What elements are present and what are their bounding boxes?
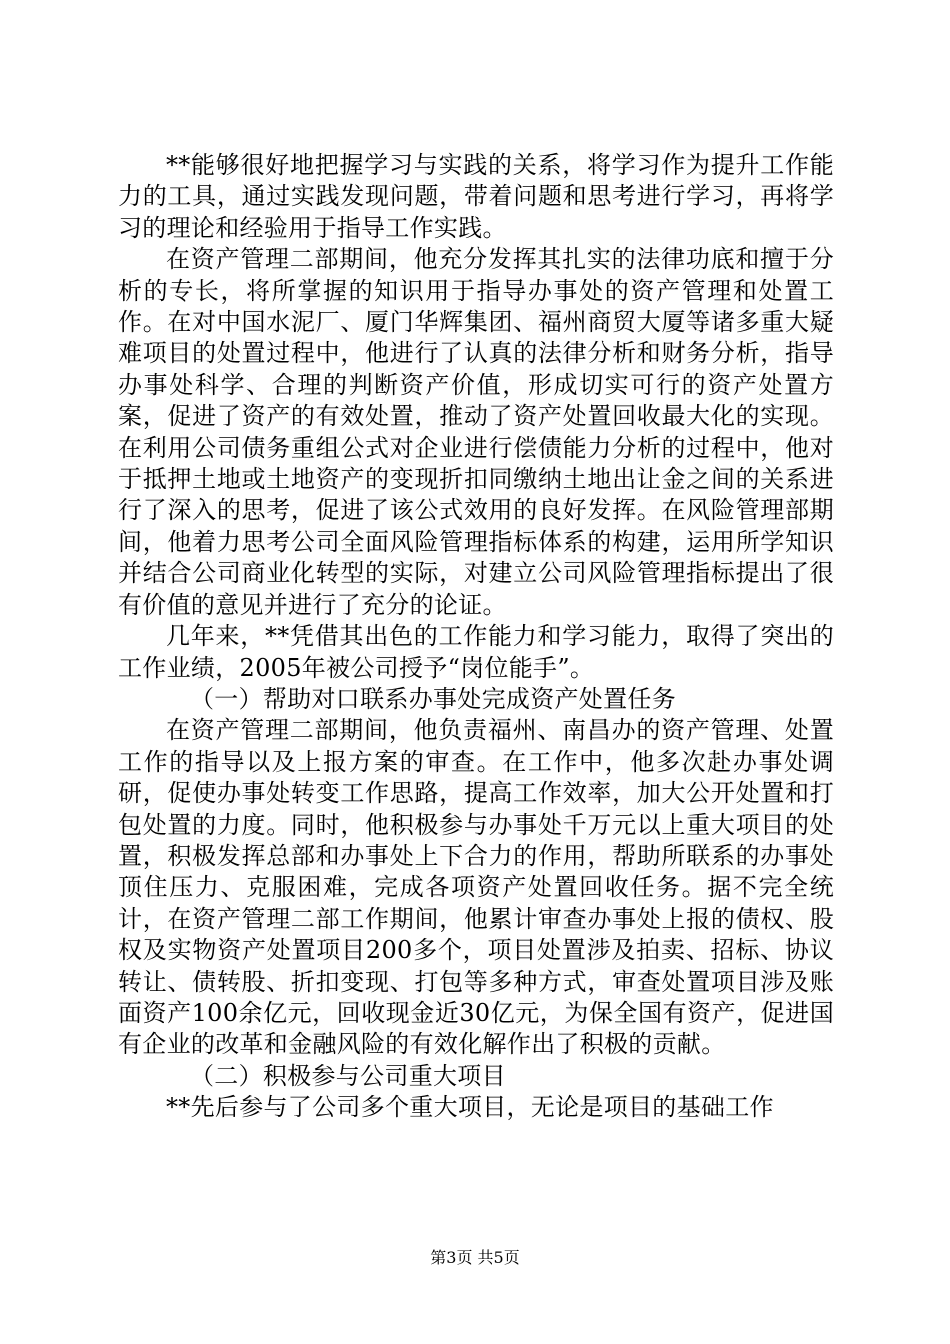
section-heading-1: （一）帮助对口联系办事处完成资产处置任务 (190, 684, 676, 713)
page-number-footer: 第3页 共5页 (430, 1248, 520, 1267)
paragraph-major-projects: **先后参与了公司多个重大项目，无论是项目的基础工作 (166, 1093, 774, 1122)
section-heading-2: （二）积极参与公司重大项目 (190, 1061, 506, 1090)
paragraph-asset-management: 在资产管理二部期间，他充分发挥其扎实的法律功底和擅于分析的专长，将所掌握的知识用于指导办事处的资产管理和处置工作。在对中国水泥厂、厦门华辉集团、福州商贸大厦等诸多重大疑难项目的处置过程中，他进行了认真的法律分析和财务分析，指导办事处科学、合理的判断资产价值，形成切实可行的资产处置方案，促进了资产的有效处置，推动了资产处置回收最大化的实现。在利用公司债务重组公式对企业进行偿债能力分析的过程中，他对于抵押土地或土地资产的变现折扣同缴纳土地出让金之间的关系进行了深入的思考，促进了该公式效用的良好发挥。在风险管理部期间，他着力思考公司全面风险管理指标体系的构建，运用所学知识并结合公司商业化转型的实际，对建立公司风险管理指标提出了很有价值的意见并进行了充分的论证。 (118, 245, 834, 619)
paragraph-intro: **能够很好地把握学习与实践的关系，将学习作为提升工作能力的工具，通过实践发现问题，带着问题和思考进行学习，再将学习的理论和经验用于指导工作实践。 (118, 151, 834, 242)
paragraph-achievements: 几年来，**凭借其出色的工作能力和学习能力，取得了突出的工作业绩，2005年被公司授予“岗位能手”。 (118, 622, 834, 682)
document-body (118, 150, 834, 1124)
paragraph-disposal-tasks: 在资产管理二部期间，他负责福州、南昌办的资产管理、处置工作的指导以及上报方案的审查。在工作中，他多次赴办事处调研，促使办事处转变工作思路，提高工作效率，加大公开处置和打包处置的力度。同时，他积极参与办事处千万元以上重大项目的处置，积极发挥总部和办事处上下合力的作用，帮助所联系的办事处顶住压力、克服困难，完成各项资产处置回收任务。据不完全统计，在资产管理二部工作期间，他累计审查办事处上报的债权、股权及实物资产处置项目200多个，项目处置涉及拍卖、招标、协议转让、债转股、折扣变现、打包等多种方式，审查处置项目涉及账面资产100余亿元，回收现金近30亿元，为保全国有资产，促进国有企业的改革和金融风险的有效化解作出了积极的贡献。 (118, 716, 834, 1059)
